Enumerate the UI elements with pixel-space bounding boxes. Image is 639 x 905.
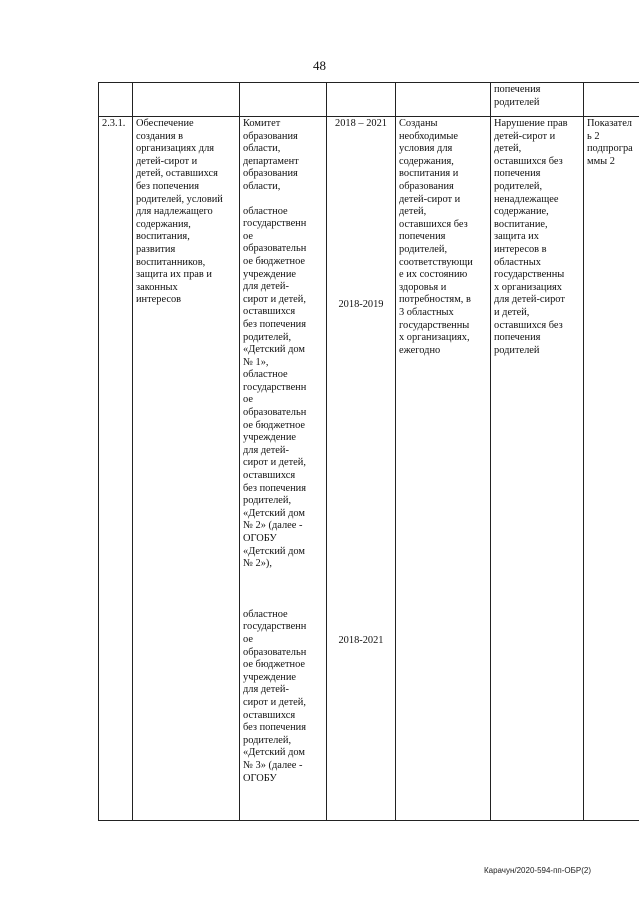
risk-cell [491,117,584,821]
text-line: образования [243,130,298,142]
text-line: содержание, [494,206,549,218]
text-line: родителей, [243,734,292,746]
text-line: «Детский дом [243,344,305,356]
text-line: законных [136,281,178,293]
text-line: необходимые [399,130,458,142]
text-line: образовательн [243,407,307,419]
text-line: ое [243,633,253,645]
text-line: попечения [494,332,541,344]
text-line: детей, оставшихся [136,168,218,180]
program-table [98,82,639,821]
continuation-row [99,83,639,117]
text-line: государственн [243,381,307,393]
text-line: х организациях, [399,332,470,344]
text-line: ОГОБУ [243,533,277,544]
text-line: здоровья и [399,281,447,293]
cell-empty [327,83,396,117]
cell-empty [584,83,639,117]
row-number: 2.3.1. [99,117,133,821]
indicator-cell [584,117,639,821]
text-line: детей, [494,143,522,155]
text-line: областное [243,369,288,381]
executor-block-2 [243,206,323,571]
text-line: для детей- [243,684,289,696]
cell-empty [240,83,327,117]
text-line: и детей, [494,306,530,318]
result-cell [396,117,491,821]
text-line: учреждение [243,671,297,683]
text-line: детей-сирот и [399,193,461,205]
text-line: области, [243,180,281,192]
text-line: ое бюджетное [243,659,306,671]
text-line: соответствующи [399,256,473,268]
cell-empty [133,83,240,117]
text-line: интересов в [494,243,547,255]
text-line: родителей, условий [136,193,223,205]
text-line: оставшихся [243,709,296,721]
text-line: ненадлежащее [494,193,559,205]
risk-continuation: попечения родителей [491,83,584,117]
term-cell [327,117,396,821]
text-line: областное [243,205,288,217]
text-line: учреждение [243,432,297,444]
executor-block-1 [243,118,323,194]
text-line: без попечения [243,722,306,734]
text-line: детей, [399,206,427,218]
text-line: содержания, [399,155,454,167]
text-line: ОГОБУ [243,772,277,784]
text-line: образования [243,168,298,180]
text-line: воспитания и [399,168,459,180]
text-line: «Детский дом [243,545,305,557]
text-line: без попечения [136,180,199,192]
text-line: сирот и детей, [243,696,306,708]
text-line: родителей, [399,243,448,255]
text-line: оставшихся без [494,155,563,167]
text-line: воспитанников, [136,256,206,268]
text-line: Комитет [243,118,281,129]
text-line: ь 2 [587,130,600,142]
text-line: попечения [399,231,446,243]
text-line: для детей- [243,281,289,293]
text-line: оставшихся [243,306,296,318]
text-line: потребностям, в [399,294,471,306]
text-line: родителей, [243,331,292,343]
text-line: детей-сирот и [136,155,198,167]
text-line: условия для [399,143,453,155]
text-line: Показател [587,118,632,129]
text-line: детей-сирот и [494,130,556,142]
text-line: ое бюджетное [243,419,306,431]
text-line: развития [136,243,176,255]
text-line: № 3» (далее - [243,759,303,771]
term-2: 2018-2019 [338,298,384,310]
text-line: без попечения [243,482,306,494]
text-line: ое [243,394,253,406]
text-line: государственн [243,218,307,230]
text-line: № 2»), [243,558,272,570]
text-line: попечения [494,168,541,180]
text-line: образовательн [243,243,307,255]
text-line: сирот и детей, [243,293,306,305]
cell-empty [396,83,491,117]
text-line: Созданы [399,118,438,129]
text-line: «Детский дом [243,507,305,519]
text-line: Обеспечение [136,118,194,129]
executor-block-3 [243,609,323,785]
term-1: 2018 – 2021 [335,118,387,129]
text-line: Нарушение прав [494,118,568,129]
text-line: для надлежащего [136,206,213,218]
page-number: 48 [313,58,326,73]
footer-code: Карачун/2020-594-пп-ОБР(2) [483,866,591,875]
executor-cell [240,117,327,821]
text-line: ежегодно [399,344,441,356]
text-line: областных [494,256,541,268]
term-3: 2018-2021 [338,635,384,647]
text-line: воспитания, [136,231,190,243]
text-line: государственны [399,319,470,331]
text-line: образования [399,180,454,192]
task-cell [133,117,240,821]
table-row [99,117,639,821]
text-line: родителей, [243,495,292,507]
text-line: х организациях [494,281,562,293]
text-line: сирот и детей, [243,457,306,469]
text-line: оставшихся без [494,319,563,331]
text-line: воспитание, [494,218,548,230]
text-line: образовательн [243,646,307,658]
text-line: департамент [243,155,299,167]
text-line: родителей, [494,180,543,192]
text-line: области, [243,143,281,155]
text-line: ое [243,230,253,242]
text-line: защита их прав и [136,269,212,281]
text-line: интересов [136,294,182,306]
text-line: государственн [243,621,307,633]
text-line: 3 областных [399,306,454,318]
text-line: для детей- [243,444,289,456]
text-line: родителей [494,344,540,356]
text-line: «Детский дом [243,747,305,759]
text-line: государственны [494,269,565,281]
text-line: создания в [136,130,184,142]
text-line: областное [243,608,288,620]
text-line: организациях для [136,143,215,155]
text-line: ммы 2 [587,155,615,167]
text-line: учреждение [243,268,297,280]
text-line: для детей-сирот [494,294,565,306]
text-line: № 2» (далее - [243,520,303,532]
text-line: ое бюджетное [243,255,306,267]
text-line: подпрогра [587,143,633,155]
cell-empty [99,83,133,117]
text-line: без попечения [243,318,306,330]
text-line: № 1», [243,356,269,368]
text-line: е их состоянию [399,269,468,281]
text-line: оставшихся [243,470,296,482]
text-line: защита их [494,231,539,243]
text-line: содержания, [136,218,191,230]
text-line: оставшихся без [399,218,468,230]
